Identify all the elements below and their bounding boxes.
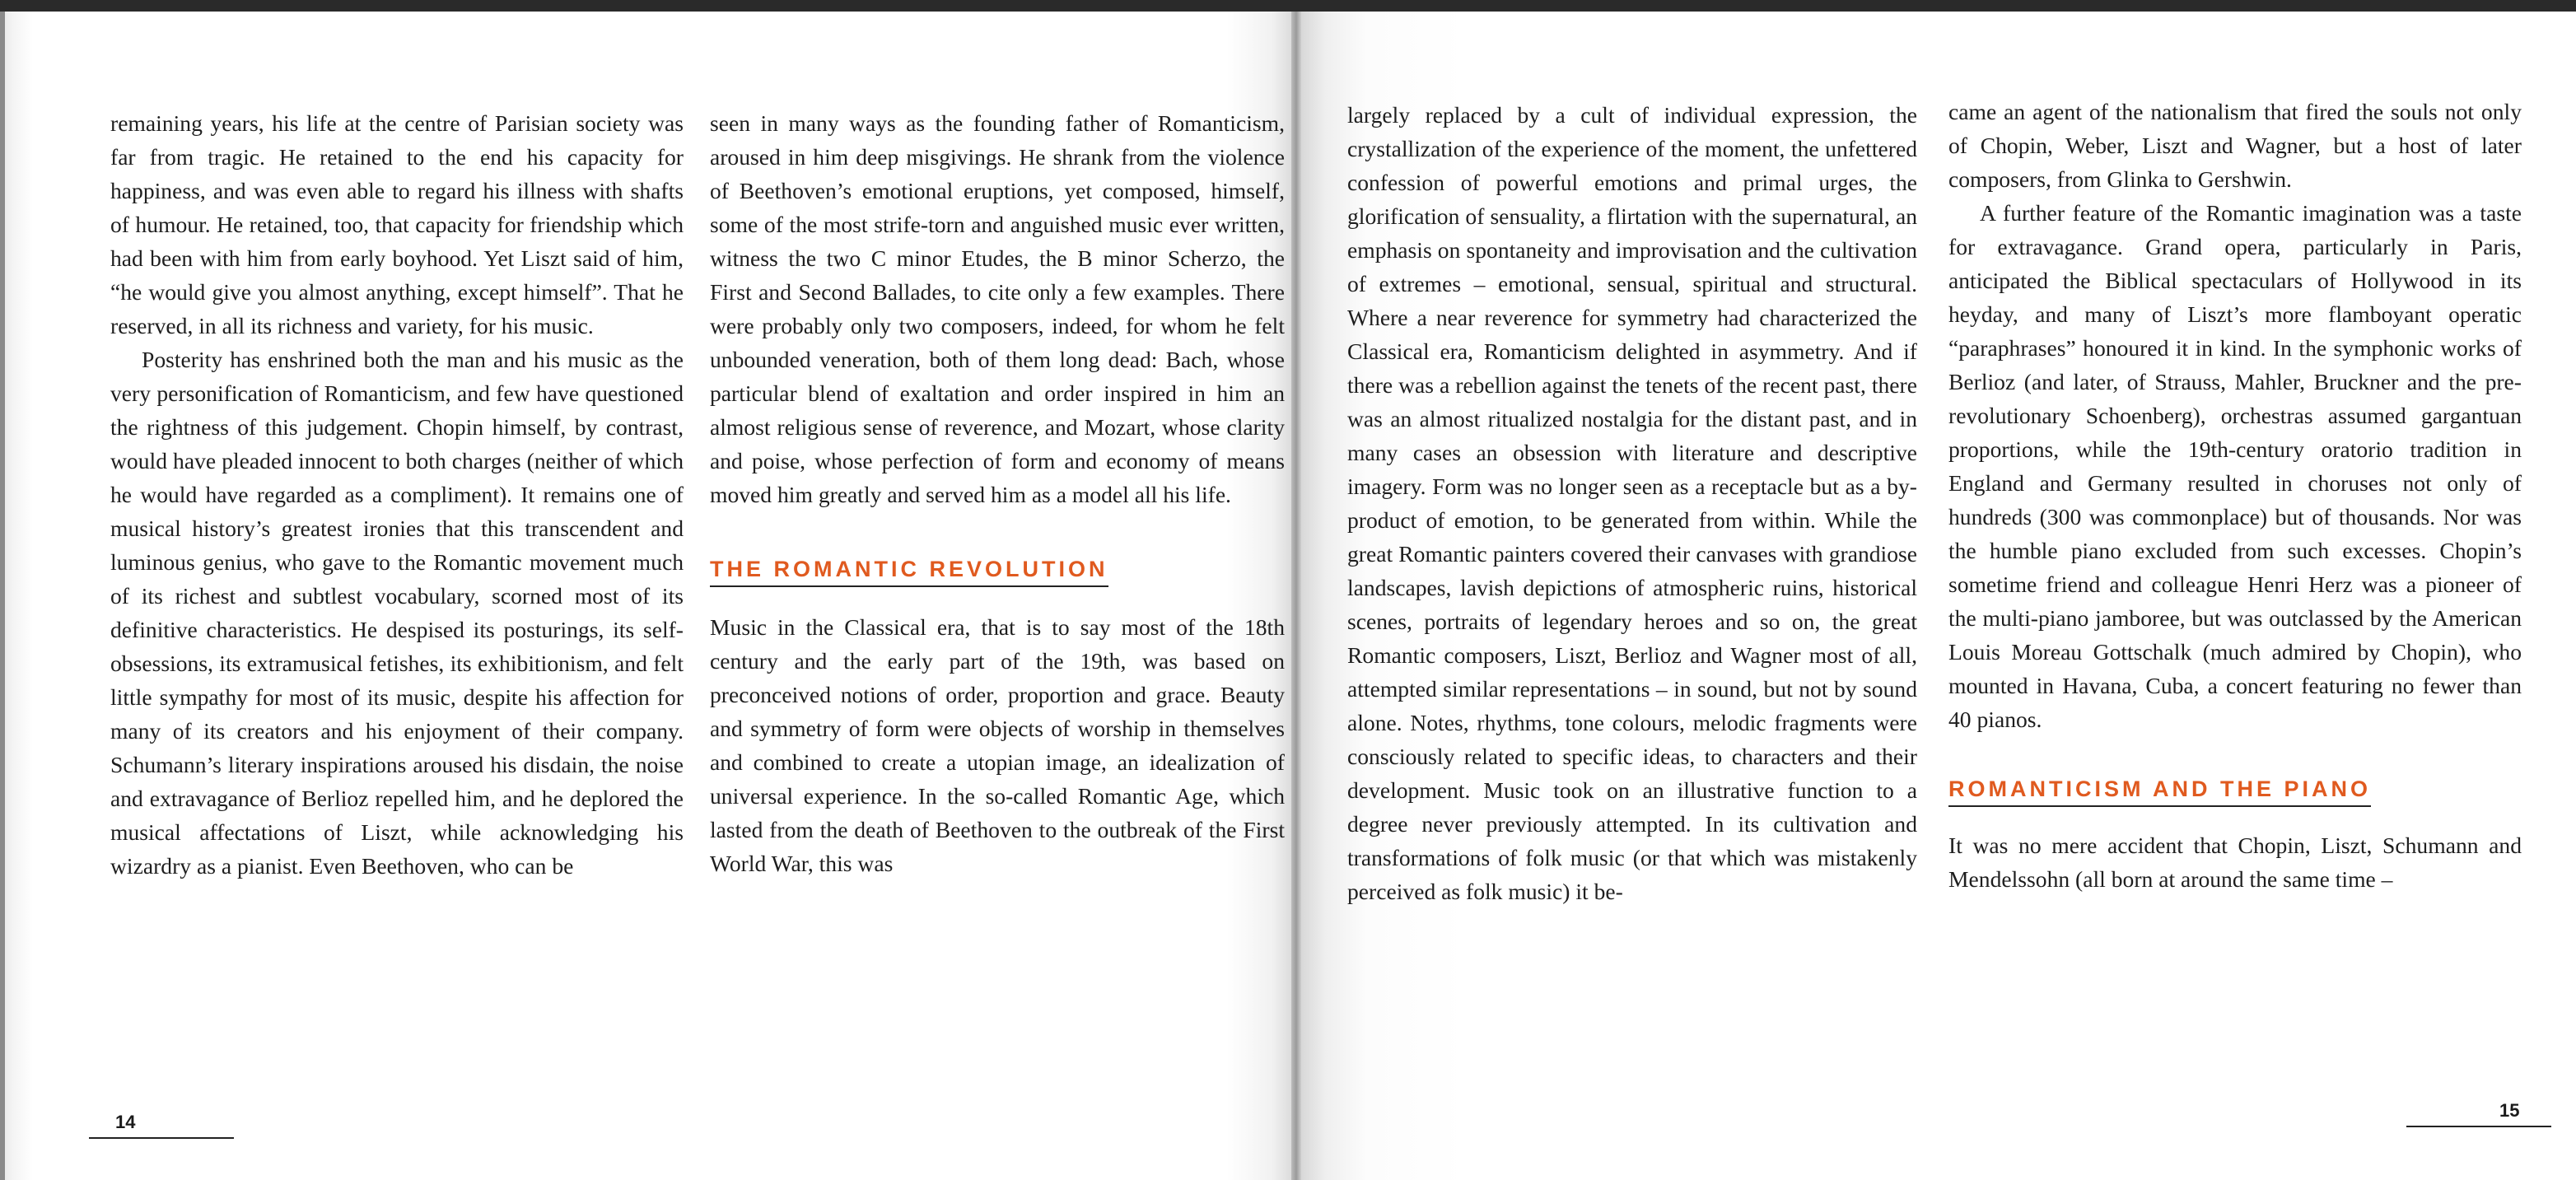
body-paragraph: seen in many ways as the founding father of Romanticism, aroused in him deep misgivings. He shrank from the violence of Beethoven’s emotional eruptions, yet composed, himself, some of the most strife-torn and anguished music ever written, witness the two C minor Etudes, the B minor Scherzo, the First and Second Ballades, to cite only a few examples. There were probably only two composers, indeed, for whom he felt unbounded veneration, both of them long dead: Bach, whose particular blend of exaltation and order inspired in him an almost religious sense of reverence, and Mozart, whose clarity and poise, whose perfection of form and economy of means moved him greatly and served him as a model all his life. [710,110,1285,507]
page-number: 15 [2499,1100,2520,1121]
right-page [1301,12,2576,1180]
section-heading: THE ROMANTIC REVOLUTION [710,554,1108,587]
right-page-column-1 [1347,98,1917,908]
section-heading: ROMANTICISM AND THE PIANO [1948,774,2371,807]
body-paragraph: A further feature of the Romantic imagination was a taste for extravagance. Grand opera, particularly in Paris, anticipated the Biblical spectaculars of Hollywood in its heyday, and many of Liszt’s more flamboyant operatic “paraphrases” honoured it in kind. In the symphonic works of Berlioz (and later, of Strauss, Mahler, Bruckner and the pre-revolutionary Schoenberg), orchestras assumed gargantuan proportions, while the 19th-century oratorio tradition in England and Germany resulted in choruses not only of hundreds (300 was commonplace) but of thousands. Nor was the humble piano excluded from such excesses. Chopin’s sometime friend and colleague Henri Herz was a pioneer of the multi-piano jamboree, but was outclassed by the American Louis Moreau Gottschalk (much admired by Chopin), who mounted in Havana, Cuba, a concert featuring no fewer than 40 pianos. [1948,200,2522,732]
book-edge [0,12,5,1180]
body-paragraph: remaining years, his life at the centre of Parisian society was far from tragic. He retained to the end his capacity for happiness, and was even able to regard his illness with shafts of humour. He retained, too, that capacity for friendship which had been with him from early boyhood. Yet Liszt said of him, “he would give you almost anything, except himself”. That he reserved, in all its richness and variety, for his music. [110,110,684,338]
left-page [0,12,1291,1180]
left-page-column-2 [710,106,1285,880]
book-gutter [1291,12,1301,1180]
right-page-column-2 [1948,95,2522,896]
body-paragraph: largely replaced by a cult of individual expression, the crystallization of the experience of the moment, the unfettered confession of powerful emotions and primal urges, the glorification of sensuality, a flirtation with the supernatural, an emphasis on spontaneity and improvisation and the cultivation of extremes – emotional, sensual, spiritual and structural. Where a near reverence for symmetry had characterized the Classical era, Romanticism delighted in asymmetry. And if there was a rebellion against the tenets of the recent past, there was an almost ritualized nostalgia for the distant past, and in many cases an obsession with literature and descriptive imagery. Form was no longer seen as a receptacle but as a by-product of emotion, to be generated from within. While the great Romantic painters covered their canvases with grandiose landscapes, lavish depictions of atmospheric ruins, historical scenes, portraits of legendary heroes and so on, the great Romantic composers, Liszt, Berlioz and Wagner most of all, attempted similar representations – in sound, but not by sound alone. Notes, rhythms, tone colours, melodic fragments were consciously related to specific ideas, to characters and their development. Music took on an illustrative function to a degree never previously attempted. In its cultivation and transformations of folk music (or that which was mistakenly perceived as folk music) it be- [1347,102,1917,904]
body-paragraph: came an agent of the nationalism that fired the souls not only of Chopin, Weber, Liszt and Wagner, but a host of later composers, from Glinka to Gershwin. [1948,99,2522,192]
page-number: 14 [115,1112,136,1132]
folio-rule [2406,1126,2551,1127]
left-page-column-1 [110,106,684,883]
folio-rule [89,1137,234,1139]
body-paragraph: Music in the Classical era, that is to say most of the 18th century and the early part of the 19th, was based on preconceived notions of order, proportion and grace. Beauty and symmetry of form were objects of worship in themselves and combined to create a utopian image, an idealization of universal experience. In the so-called Romantic Age, which lasted from the death of Beethoven to the outbreak of the First World War, this was [710,614,1285,876]
body-paragraph: It was no mere accident that Chopin, Liszt, Schumann and Mendelssohn (all born at around the same time – [1948,833,2522,892]
body-paragraph: Posterity has enshrined both the man and his music as the very personification of Romanticism, and few have questioned the rightness of this judgement. Chopin himself, by contrast, would have pleaded innocent to both charges (neither of which he would have regarded as a compliment). It remains one of musical history’s greatest ironies that this transcendent and luminous genius, who gave to the Romantic movement much of its richest and subtlest vocabulary, scorned most of its definitive characteristics. He despised its posturings, its self-obsessions, its extramusical fetishes, its exhibitionism, and felt little sympathy for most of its music, despite his affection for many of its creators and his enjoyment of their company. Schumann’s literary inspirations aroused his disdain, the noise and extravagance of Berlioz repelled him, and he deplored the musical affectations of Liszt, while acknowledging his wizardry as a pianist. Even Beethoven, who can be [110,347,684,879]
